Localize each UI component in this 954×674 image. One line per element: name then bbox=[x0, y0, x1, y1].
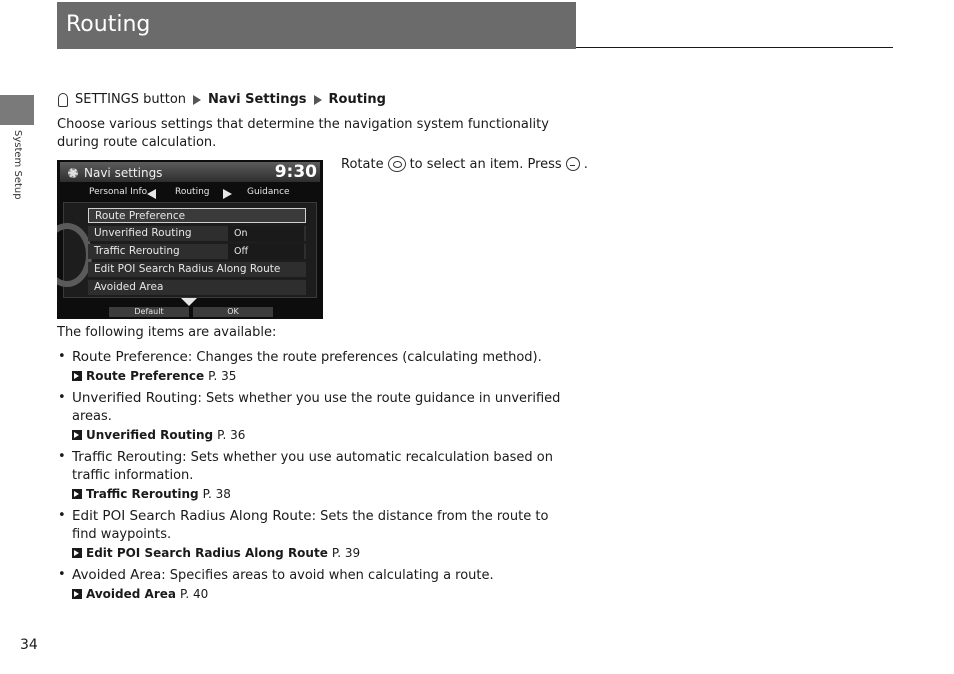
ref-title: Avoided Area bbox=[86, 587, 176, 601]
list-item bbox=[57, 448, 577, 503]
bullet: • bbox=[58, 349, 66, 364]
item-term: Avoided Area bbox=[72, 567, 162, 583]
list-item bbox=[57, 507, 577, 562]
item-reference[interactable] bbox=[72, 544, 577, 562]
settings-button-icon bbox=[58, 93, 68, 107]
menu-item-value: On bbox=[234, 228, 248, 239]
item-desc: : Changes the route preferences (calculating method). bbox=[187, 350, 542, 365]
item-term: Unverified Routing bbox=[72, 390, 198, 406]
menu-item-label: Unverified Routing bbox=[94, 227, 192, 239]
ref-title: Unverified Routing bbox=[86, 428, 214, 442]
screen-clock: 9:30 bbox=[274, 162, 317, 182]
arrow-right-icon bbox=[223, 189, 232, 199]
menu-item-label: Traffic Rerouting bbox=[94, 245, 180, 257]
bullet: • bbox=[58, 508, 66, 523]
ref-page: P. 35 bbox=[208, 369, 237, 383]
title-bar bbox=[57, 2, 576, 49]
item-desc: : Sets whether you use automatic recalculation based on traffic information. bbox=[72, 450, 554, 483]
item-reference[interactable] bbox=[72, 367, 577, 385]
item-desc: : Sets whether you use the route guidance in unverified areas. bbox=[72, 391, 561, 424]
menu-item-value-box bbox=[228, 226, 304, 241]
screen-header bbox=[60, 162, 320, 182]
item-term: Route Preference bbox=[72, 349, 188, 365]
enter-press-icon bbox=[566, 157, 580, 171]
menu-item-route-preference[interactable] bbox=[88, 208, 306, 223]
instruction-end: . bbox=[583, 156, 588, 172]
tab-guidance[interactable]: Guidance bbox=[247, 187, 290, 197]
dial-icon bbox=[57, 223, 92, 287]
cross-reference-icon bbox=[72, 589, 82, 599]
list-item bbox=[57, 348, 577, 385]
breadcrumb-start: SETTINGS button bbox=[75, 92, 187, 107]
breadcrumb bbox=[58, 92, 386, 107]
arrow-right-icon bbox=[193, 95, 201, 105]
screen-menu bbox=[63, 202, 317, 298]
ref-title: Traffic Rerouting bbox=[86, 487, 199, 501]
breadcrumb-step-1: Navi Settings bbox=[208, 92, 307, 107]
item-reference[interactable] bbox=[72, 585, 577, 603]
list-item bbox=[57, 389, 577, 444]
item-term: Edit POI Search Radius Along Route bbox=[72, 508, 312, 524]
bullet: • bbox=[58, 449, 66, 464]
ref-page: P. 40 bbox=[179, 587, 209, 601]
ref-page: P. 36 bbox=[217, 428, 246, 442]
tab-routing[interactable]: Routing bbox=[175, 187, 210, 197]
item-desc: : Sets the distance from the route to find waypoints. bbox=[72, 509, 549, 542]
item-term: Traffic Rerouting bbox=[72, 449, 183, 465]
menu-item-avoided-area[interactable] bbox=[88, 280, 306, 295]
menu-item-unverified-routing[interactable] bbox=[88, 226, 306, 241]
ref-page: P. 38 bbox=[202, 487, 231, 501]
cross-reference-icon bbox=[72, 548, 82, 558]
arrow-right-icon bbox=[314, 95, 322, 105]
tab-personal-info[interactable]: Personal Info bbox=[89, 187, 148, 197]
cross-reference-icon bbox=[72, 371, 82, 381]
menu-item-traffic-rerouting[interactable] bbox=[88, 244, 306, 259]
gear-icon bbox=[68, 168, 78, 178]
menu-item-edit-poi-search-radius[interactable] bbox=[88, 262, 306, 277]
ok-button[interactable] bbox=[193, 307, 273, 317]
item-reference[interactable] bbox=[72, 426, 577, 444]
screen-title: Navi settings bbox=[84, 166, 163, 180]
section-label bbox=[11, 130, 23, 210]
cross-reference-icon bbox=[72, 430, 82, 440]
ref-page: P. 39 bbox=[331, 546, 361, 560]
instruction-rotate: Rotate bbox=[341, 156, 384, 172]
items-intro: The following items are available: bbox=[57, 325, 277, 340]
item-desc: : Specifies areas to avoid when calculating a route. bbox=[161, 568, 494, 583]
items-list bbox=[57, 348, 577, 603]
default-button-label: Default bbox=[134, 307, 164, 316]
page-number: 34 bbox=[20, 637, 38, 653]
menu-item-value-box bbox=[228, 244, 304, 259]
interface-dial-icon bbox=[388, 156, 406, 172]
instruction-select: to select an item. Press bbox=[409, 156, 562, 172]
default-button[interactable] bbox=[109, 307, 189, 317]
list-item bbox=[57, 566, 577, 603]
navi-screen bbox=[57, 160, 323, 319]
instruction bbox=[341, 156, 588, 172]
scroll-down-icon[interactable] bbox=[181, 298, 197, 306]
ref-title: Route Preference bbox=[86, 369, 205, 383]
ok-button-label: OK bbox=[227, 307, 239, 316]
menu-item-label: Edit POI Search Radius Along Route bbox=[94, 263, 281, 275]
page-title: Routing bbox=[66, 12, 151, 37]
section-tab bbox=[0, 95, 34, 125]
breadcrumb-step-2: Routing bbox=[328, 92, 386, 107]
arrow-left-icon bbox=[147, 189, 156, 199]
screen-tabs bbox=[63, 185, 317, 201]
title-rule bbox=[576, 47, 893, 48]
bullet: • bbox=[58, 567, 66, 582]
ref-title: Edit POI Search Radius Along Route bbox=[86, 546, 328, 560]
item-reference[interactable] bbox=[72, 485, 577, 503]
intro-text: Choose various settings that determine the navigation system functionality during route calculation. bbox=[57, 117, 549, 150]
cross-reference-icon bbox=[72, 489, 82, 499]
menu-item-label: Avoided Area bbox=[94, 281, 164, 293]
menu-item-value: Off bbox=[234, 246, 249, 257]
section-label-text: System Setup bbox=[12, 130, 23, 200]
bullet: • bbox=[58, 390, 66, 405]
menu-item-label: Route Preference bbox=[95, 210, 186, 222]
